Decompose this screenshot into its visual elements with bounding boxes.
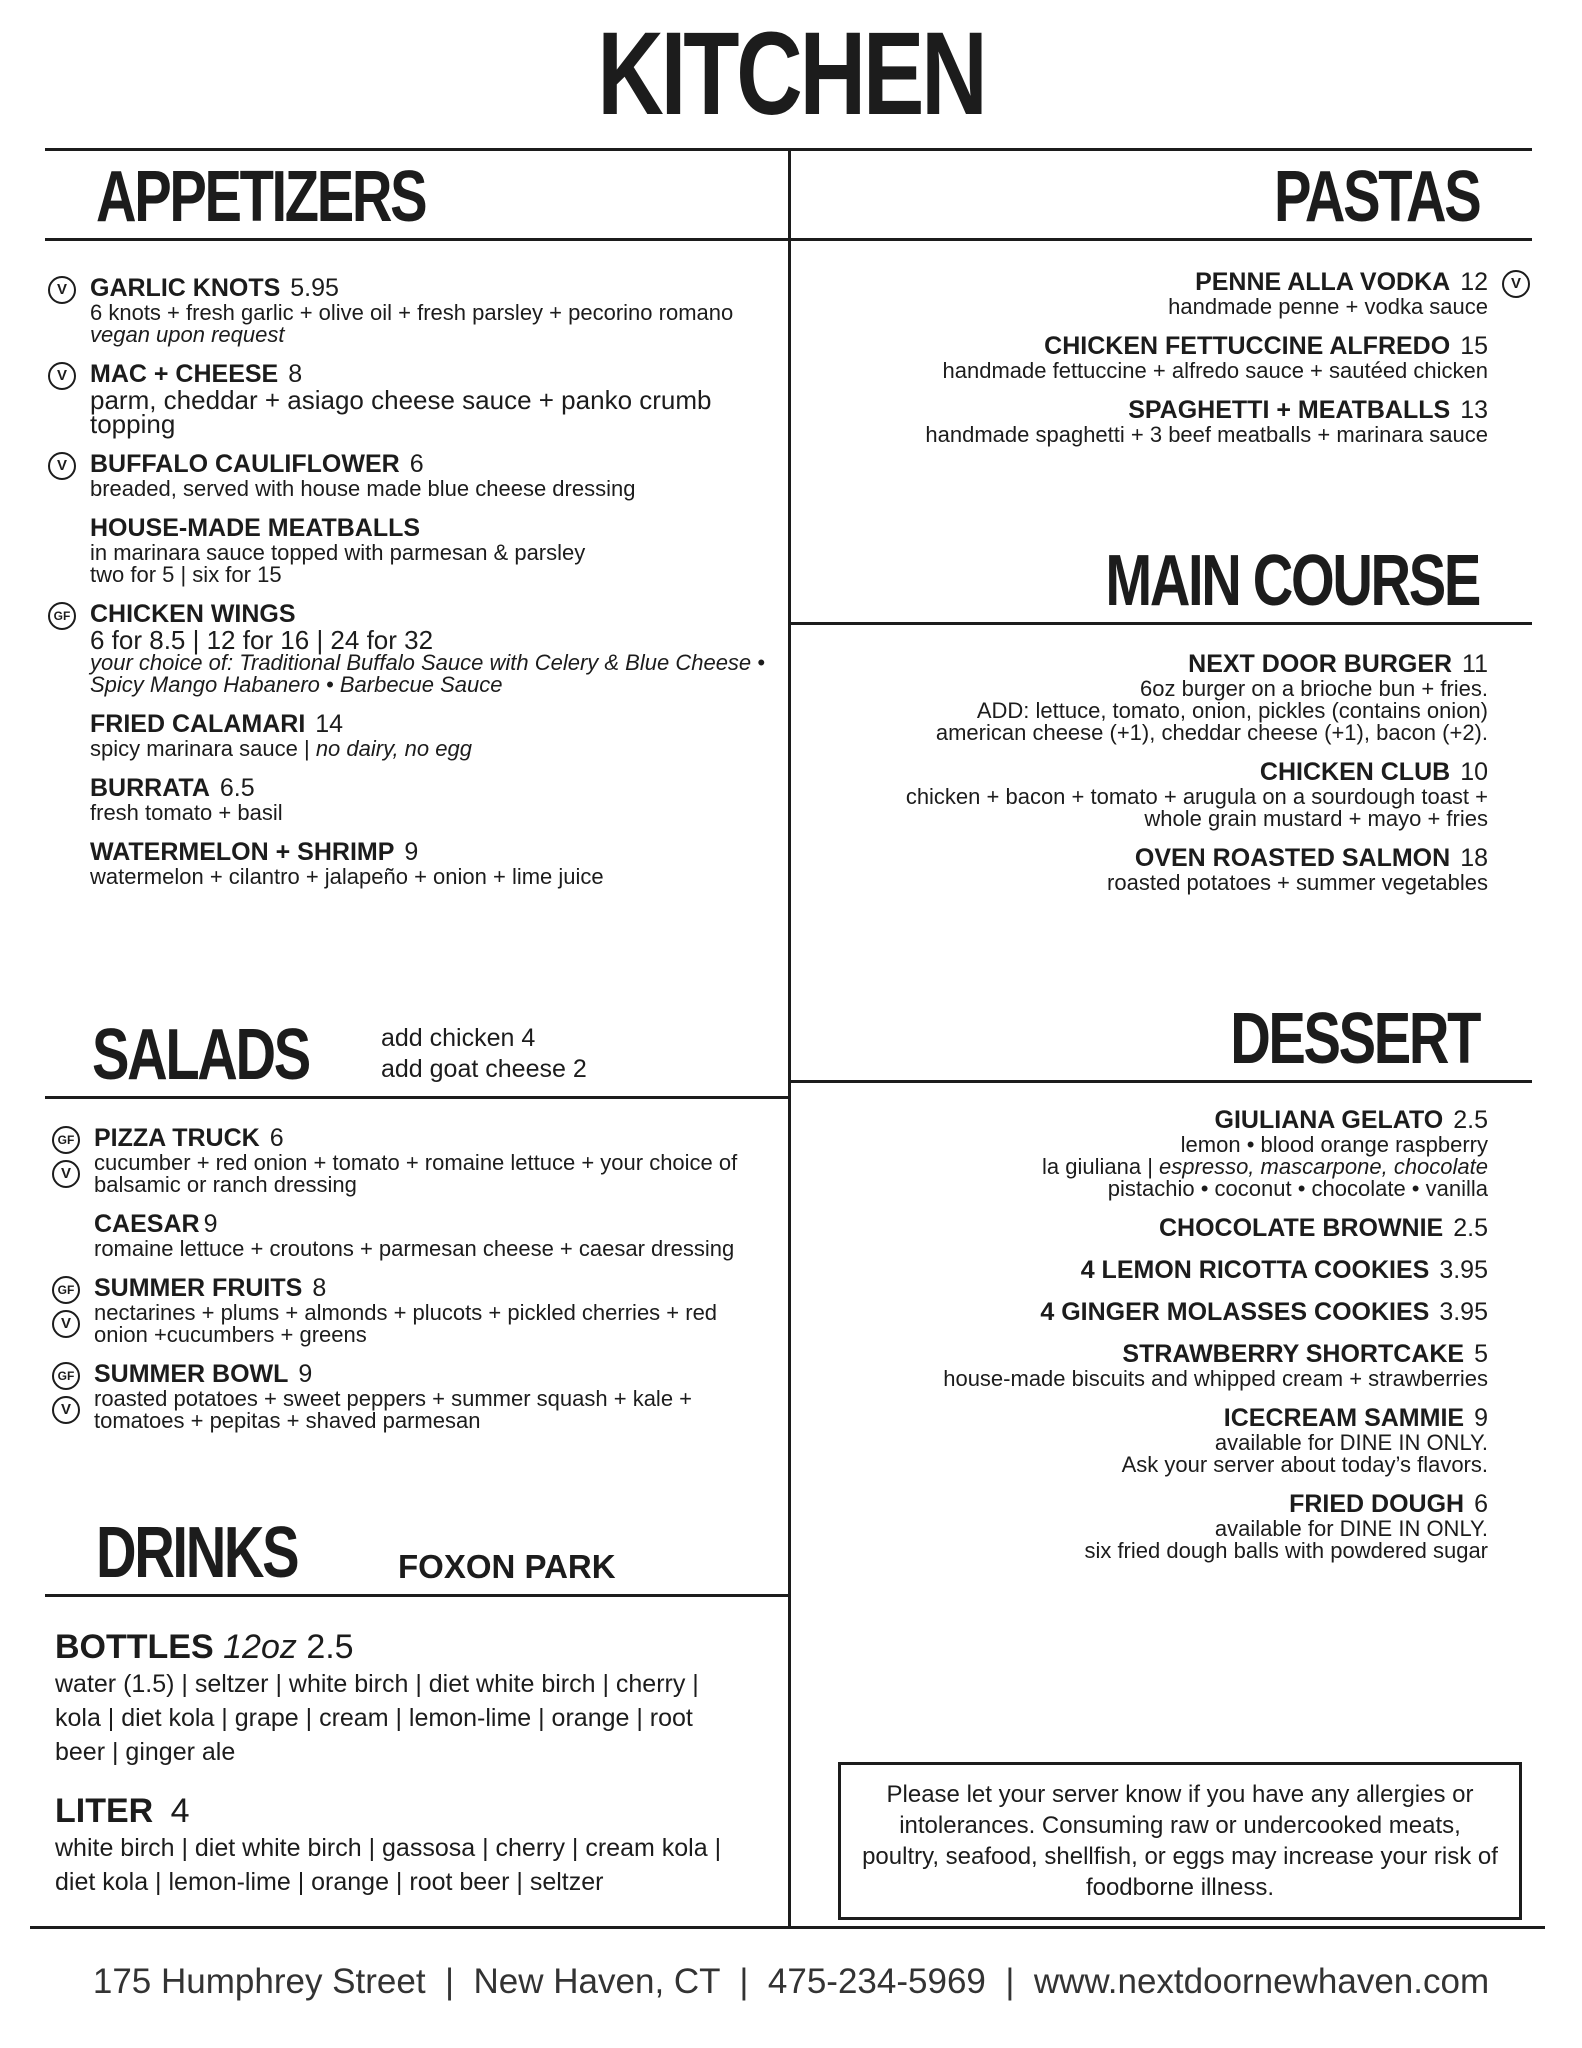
item-price: 9 <box>1474 1404 1488 1432</box>
item-description <box>90 324 770 346</box>
item-price: 11 <box>1462 650 1488 678</box>
description-text: in marinara sauce topped with parmesan & parsley <box>90 540 586 565</box>
addon-chicken: add chicken 4 <box>381 1024 536 1052</box>
item-description <box>90 738 770 760</box>
menu-item-fried-dough <box>800 1490 1488 1562</box>
item-name: GIULIANA GELATO <box>1214 1106 1444 1134</box>
item-name: NEXT DOOR BURGER <box>1188 650 1453 678</box>
drinks-liter <box>55 1792 745 1899</box>
menu-item-pizza-truck <box>57 1124 754 1197</box>
liter-label: LITER <box>55 1792 154 1830</box>
menu-item-giuliana-gelato <box>800 1106 1488 1200</box>
description-text: available for DINE IN ONLY. <box>1214 1516 1488 1541</box>
item-name: BUFFALO CAULIFLOWER <box>90 450 400 478</box>
description-text: 6oz burger on a brioche bun + fries. <box>1140 676 1488 701</box>
item-name: HOUSE-MADE MEATBALLS <box>90 514 421 542</box>
menu-item-house-made-meatballs <box>90 514 770 586</box>
menu-item-penne-alla-vodka <box>800 268 1521 319</box>
appetizers-list <box>53 274 770 902</box>
description-text: nectarines + plums + almonds + plucots + pickled cherries + red onion +cucumbers + greens <box>94 1300 718 1347</box>
liter-price: 4 <box>170 1792 190 1830</box>
gluten-free-badge-icon: GF <box>52 1126 80 1154</box>
item-description <box>800 1432 1488 1454</box>
description-text: la giuliana | <box>1042 1154 1160 1179</box>
diet-badges <box>52 1276 82 1344</box>
description-text: roasted potatoes + sweet peppers + summer squash + kale + tomatoes + pepitas + shaved parmesan <box>94 1386 693 1433</box>
bottles-price: 2.5 <box>306 1628 354 1666</box>
vegetarian-badge-icon: V <box>48 276 76 304</box>
description-note: espresso, mascarpone, chocolate <box>1159 1154 1488 1179</box>
description-text: pistachio • coconut • chocolate • vanilla <box>1107 1176 1488 1201</box>
description-note: no dairy, no egg <box>315 736 472 761</box>
salads-list <box>57 1124 754 1446</box>
item-price: 8 <box>312 1274 327 1302</box>
item-description <box>90 625 770 655</box>
item-name: PIZZA TRUCK <box>94 1124 260 1152</box>
vegetarian-badge-icon: V <box>48 362 76 390</box>
description-text: romaine lettuce + croutons + parmesan cheese + caesar dressing <box>94 1236 735 1261</box>
bottles-list: water (1.5) | seltzer | white birch | diet white birch | cherry | kola | diet kola | grape | cream | lemon-lime | orange | root beer | ginger ale <box>55 1670 699 1766</box>
menu-item-chocolate-brownie <box>800 1214 1488 1242</box>
item-price: 5.95 <box>290 274 339 302</box>
item-name: STRAWBERRY SHORTCAKE <box>1122 1340 1465 1368</box>
item-price: 12 <box>1460 268 1488 296</box>
item-name: 4 LEMON RICOTTA COOKIES <box>1080 1256 1430 1284</box>
item-name: CHICKEN FETTUCCINE ALFREDO <box>1044 332 1451 360</box>
menu-item-4-ginger-molasses-cookies <box>800 1298 1488 1326</box>
item-price: 6 <box>269 1124 284 1152</box>
item-name: ICECREAM SAMMIE <box>1223 1404 1465 1432</box>
footer-contact: 175 Humphrey Street | New Haven, CT | 475-234-5969 | www.nextdoornewhaven.com <box>92 1962 1490 2001</box>
description-text: handmade fettuccine + alfredo sauce + sautéed chicken <box>942 358 1488 383</box>
salads-heading: SALADS <box>92 1015 309 1095</box>
vegetarian-badge-icon: V <box>48 452 76 480</box>
item-name: FRIED DOUGH <box>1289 1490 1465 1518</box>
item-description <box>800 1540 1488 1562</box>
item-description <box>94 1302 754 1346</box>
item-price: 3.95 <box>1439 1298 1488 1326</box>
description-text: handmade spaghetti + 3 beef meatballs + marinara sauce <box>925 422 1488 447</box>
item-price: 10 <box>1460 758 1488 786</box>
diet-badges <box>48 452 78 486</box>
item-description <box>800 1178 1488 1200</box>
item-price: 6.5 <box>219 774 255 802</box>
description-text: handmade penne + vodka sauce <box>1168 294 1488 319</box>
item-price: 6 <box>1474 1490 1488 1518</box>
diet-badges <box>48 276 78 310</box>
item-description <box>800 722 1488 744</box>
gluten-free-badge-icon: GF <box>52 1276 80 1304</box>
item-price: 5 <box>1474 1340 1488 1368</box>
menu-item-garlic-knots <box>56 274 770 347</box>
item-description <box>800 424 1488 446</box>
menu-item-burrata <box>90 774 770 824</box>
item-description <box>800 786 1488 808</box>
bottles-label: BOTTLES <box>55 1628 214 1666</box>
description-text: 6 knots + fresh garlic + olive oil + fresh parsley + pecorino romano <box>90 300 734 325</box>
item-name: BURRATA <box>90 774 210 802</box>
top-divider-left <box>45 148 790 151</box>
diet-badges <box>48 362 78 396</box>
vegetarian-badge-icon: V <box>52 1310 80 1338</box>
item-price: 2.5 <box>1453 1214 1488 1242</box>
item-description <box>94 1238 754 1260</box>
salads-underline <box>45 1096 790 1099</box>
diet-badges <box>52 1362 82 1430</box>
main-course-heading: MAIN COURSE <box>1105 541 1479 621</box>
vegetarian-badge-icon: V <box>52 1396 80 1424</box>
menu-item-watermelon-shrimp <box>90 838 770 888</box>
vegetarian-badge-icon: V <box>1502 270 1530 298</box>
pastas-underline <box>790 238 1532 241</box>
salads-addons <box>381 1023 587 1085</box>
menu-item-chicken-fettuccine-alfredo <box>800 332 1488 382</box>
drinks-brand: FOXON PARK <box>398 1548 616 1585</box>
item-description <box>800 296 1488 318</box>
description-text: two for 5 | six for 15 <box>90 562 282 587</box>
item-description <box>90 542 770 564</box>
item-description <box>90 866 770 888</box>
menu-item-chicken-wings <box>53 600 770 697</box>
item-name: SUMMER BOWL <box>94 1360 289 1388</box>
item-description <box>800 1454 1488 1476</box>
item-price: 9 <box>298 1360 313 1388</box>
description-text: vegan upon request <box>90 322 285 347</box>
description-text: Ask your server about today’s flavors. <box>1121 1452 1488 1477</box>
bottom-divider <box>30 1926 1545 1929</box>
item-name: WATERMELON + SHRIMP <box>90 838 395 866</box>
menu-item-4-lemon-ricotta-cookies <box>800 1256 1488 1284</box>
menu-item-strawberry-shortcake <box>800 1340 1488 1390</box>
item-description <box>800 700 1488 722</box>
item-price: 9 <box>203 1210 218 1238</box>
menu-item-fried-calamari <box>90 710 770 760</box>
item-name: CHICKEN CLUB <box>1259 758 1451 786</box>
description-text: american cheese (+1), cheddar cheese (+1), bacon (+2). <box>935 720 1488 745</box>
description-text: parm, cheddar + asiago cheese sauce + panko crumb topping <box>90 385 712 439</box>
description-text: house-made biscuits and whipped cream + strawberries <box>943 1366 1488 1391</box>
item-description <box>800 1156 1488 1178</box>
item-name: GARLIC KNOTS <box>90 274 281 302</box>
item-price: 14 <box>315 710 344 738</box>
item-price: 13 <box>1460 396 1488 424</box>
item-description <box>800 808 1488 830</box>
gluten-free-badge-icon: GF <box>48 602 76 630</box>
dessert-heading: DESSERT <box>1230 999 1479 1079</box>
drinks-underline <box>45 1594 790 1597</box>
description-text: breaded, served with house made blue cheese dressing <box>90 476 636 501</box>
top-divider-right <box>790 148 1532 151</box>
menu-item-next-door-burger <box>800 650 1488 744</box>
item-description <box>800 1368 1488 1390</box>
description-text: watermelon + cilantro + jalapeño + onion + lime juice <box>90 864 604 889</box>
item-description <box>800 872 1488 894</box>
description-text: whole grain mustard + mayo + fries <box>1144 806 1488 831</box>
description-text: available for DINE IN ONLY. <box>1214 1430 1488 1455</box>
item-description <box>800 360 1488 382</box>
bottles-size: 12oz <box>223 1628 297 1666</box>
menu-item-caesar <box>94 1210 754 1260</box>
pastas-heading: PASTAS <box>1273 157 1479 237</box>
menu-item-buffalo-cauliflower <box>56 450 770 501</box>
item-description <box>90 385 770 439</box>
item-price: 2.5 <box>1453 1106 1488 1134</box>
item-name: FRIED CALAMARI <box>90 710 306 738</box>
description-text: 6 for 8.5 | 12 for 16 | 24 for 32 <box>90 625 434 655</box>
item-description <box>90 478 770 500</box>
diet-badges <box>52 1126 82 1194</box>
description-text: chicken + bacon + tomato + arugula on a sourdough toast + <box>905 784 1488 809</box>
item-description <box>90 302 770 324</box>
item-name: SPAGHETTI + MEATBALLS <box>1128 396 1451 424</box>
item-description <box>800 1134 1488 1156</box>
menu-item-mac-cheese <box>56 360 770 439</box>
item-name: OVEN ROASTED SALMON <box>1134 844 1451 872</box>
menu-item-spaghetti-meatballs <box>800 396 1488 446</box>
item-price: 8 <box>288 360 303 388</box>
item-description <box>94 1152 754 1196</box>
menu-item-chicken-club <box>800 758 1488 830</box>
menu-item-summer-bowl <box>57 1360 754 1433</box>
item-price: 6 <box>409 450 424 478</box>
item-name: CAESAR <box>94 1210 200 1238</box>
item-name: SUMMER FRUITS <box>94 1274 303 1302</box>
description-text: ADD: lettuce, tomato, onion, pickles (contains onion) <box>976 698 1488 723</box>
allergy-notice: Please let your server know if you have any allergies or intolerances. Consuming raw or undercooked meats, poultry, seafood, shellfish, or eggs may increase your risk of foodborne illness. <box>838 1762 1522 1920</box>
main-course-underline <box>790 622 1532 625</box>
description-text: your choice of: Traditional Buffalo Sauce with Celery & Blue Cheese • Spicy Mango Habanero • Barbecue Sauce <box>90 650 765 697</box>
item-name: 4 GINGER MOLASSES COOKIES <box>1040 1298 1430 1326</box>
item-name: PENNE ALLA VODKA <box>1195 268 1451 296</box>
item-description <box>90 802 770 824</box>
vegetarian-badge-icon: V <box>52 1160 80 1188</box>
menu-item-summer-fruits <box>57 1274 754 1347</box>
item-description <box>800 1518 1488 1540</box>
item-name: CHICKEN WINGS <box>90 600 296 628</box>
description-text: lemon • blood orange raspberry <box>1180 1132 1488 1157</box>
main-course-list <box>800 650 1488 908</box>
drinks-heading: DRINKS <box>96 1513 298 1593</box>
description-text: fresh tomato + basil <box>90 800 283 825</box>
dessert-list <box>800 1106 1488 1576</box>
dessert-underline <box>790 1080 1532 1083</box>
item-price: 9 <box>404 838 419 866</box>
column-divider <box>788 148 791 1928</box>
menu-item-oven-roasted-salmon <box>800 844 1488 894</box>
item-description <box>94 1388 754 1432</box>
pastas-list <box>800 268 1521 460</box>
gluten-free-badge-icon: GF <box>52 1362 80 1390</box>
item-price: 15 <box>1460 332 1488 360</box>
appetizers-heading: APPETIZERS <box>96 157 426 237</box>
liter-list: white birch | diet white birch | gassosa | cherry | cream kola | diet kola | lemon-lime | orange | root beer | seltzer <box>55 1834 722 1896</box>
addon-goat-cheese: add goat cheese 2 <box>381 1055 587 1083</box>
item-description <box>90 564 770 586</box>
item-name: CHOCOLATE BROWNIE <box>1158 1214 1444 1242</box>
drinks-bottles <box>55 1628 745 1769</box>
menu-item-icecream-sammie <box>800 1404 1488 1476</box>
item-name: MAC + CHEESE <box>90 360 279 388</box>
item-description <box>800 678 1488 700</box>
diet-badges <box>48 602 78 636</box>
item-price: 18 <box>1460 844 1488 872</box>
description-text: roasted potatoes + summer vegetables <box>1107 870 1488 895</box>
page-title: KITCHEN <box>597 8 985 140</box>
description-text: cucumber + red onion + tomato + romaine lettuce + your choice of balsamic or ranch dressing <box>94 1150 738 1197</box>
description-text: six fried dough balls with powdered sugar <box>1084 1538 1488 1563</box>
description-text: spicy marinara sauce | <box>90 736 316 761</box>
appetizers-underline <box>45 238 790 241</box>
item-description <box>90 652 770 696</box>
item-price: 3.95 <box>1439 1256 1488 1284</box>
